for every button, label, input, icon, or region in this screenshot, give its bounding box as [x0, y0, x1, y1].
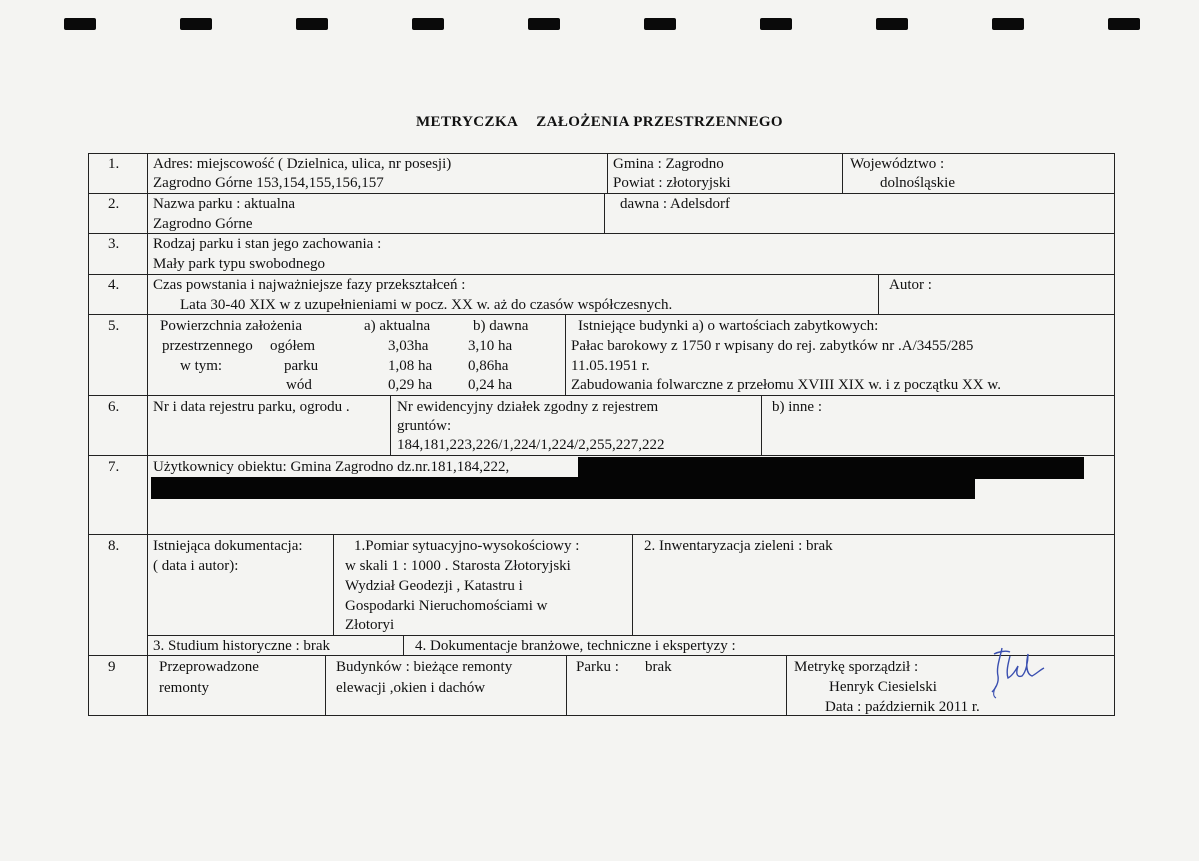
area-former-header: b) dawna	[473, 318, 529, 334]
survey-line-3: Wydział Geodezji , Katastru i	[345, 578, 523, 594]
plot-numbers-label-2: gruntów:	[397, 418, 452, 434]
buildings-line-4: Zabudowania folwarczne z przełomu XVIII XIX w. i z początku XX w.	[571, 377, 1001, 393]
redaction-bar	[151, 477, 975, 499]
document-title	[0, 114, 1199, 131]
area-current-total: 3,03ha	[388, 338, 429, 354]
author-label: Autor :	[889, 277, 932, 293]
park-type-label: Rodzaj parku i stan jego zachowania :	[153, 236, 382, 252]
other-label: b) inne :	[772, 399, 822, 415]
table-rule	[878, 274, 879, 314]
park-renovation-value: brak	[645, 659, 672, 675]
row-number: 8.	[108, 538, 120, 554]
area-former-park: 0,86ha	[468, 358, 509, 374]
voivodeship-label: Województwo :	[850, 156, 945, 172]
table-rule	[88, 455, 1115, 456]
row-number: 4.	[108, 277, 120, 293]
park-name-value: Zagrodno Górne	[153, 216, 253, 232]
history-value: Lata 30-40 XIX w z uzupełnieniami w pocz. XX w. aż do czasów współczesnych.	[180, 297, 673, 313]
punch-mark	[992, 18, 1024, 30]
table-rule	[565, 314, 566, 395]
gmina-text: Gmina : Zagrodno	[613, 156, 724, 172]
voivodeship-value: dolnośląskie	[880, 175, 955, 191]
table-rule	[786, 655, 787, 715]
area-current-park: 1,08 ha	[388, 358, 433, 374]
punch-mark	[876, 18, 908, 30]
buildings-label: Istniejące budynki a) o wartościach zabytkowych:	[578, 318, 879, 334]
survey-line-2: w skali 1 : 1000 . Starosta Złotoryjski	[345, 558, 571, 574]
table-rule	[147, 153, 148, 716]
prepared-by-name: Henryk Ciesielski	[829, 679, 937, 695]
row-number: 1.	[108, 156, 120, 172]
users-text: Użytkownicy obiektu: Gmina Zagrodno dz.nr.181,184,222,	[153, 459, 510, 475]
table-rule	[88, 153, 89, 716]
buildings-renovation-2: elewacji ,okien i dachów	[336, 680, 486, 696]
historical-study: 3. Studium historyczne : brak	[153, 638, 331, 654]
plot-numbers-value: 184,181,223,226/1,224/1,224/2,255,227,222	[397, 437, 665, 453]
area-of-which-label: w tym:	[180, 358, 223, 374]
punch-mark	[528, 18, 560, 30]
register-label: Nr i data rejestru parku, ogrodu .	[153, 399, 350, 415]
title-part-2: ZAŁOŻENIA PRZESTRZENNEGO	[536, 114, 783, 130]
area-label-2: przestrzennego	[162, 338, 253, 354]
prepared-by-label: Metrykę sporządził :	[794, 659, 919, 675]
punch-mark	[412, 18, 444, 30]
buildings-renovation: Budynków : bieżące remonty	[336, 659, 513, 675]
table-rule	[333, 534, 334, 635]
survey-line-5: Złotoryi	[345, 617, 395, 633]
row-number: 2.	[108, 196, 120, 212]
renovations-label-2: remonty	[159, 680, 209, 696]
redaction-bar	[578, 457, 1084, 479]
survey-line-1: 1.Pomiar sytuacyjno-wysokościowy :	[354, 538, 580, 554]
table-rule	[1114, 153, 1115, 716]
park-renovation-label: Parku :	[576, 659, 619, 675]
technical-docs: 4. Dokumentacje branżowe, techniczne i ekspertyzy :	[415, 638, 736, 654]
punch-mark	[1108, 18, 1140, 30]
table-rule	[325, 655, 326, 715]
title-part-1: METRYCZKA	[416, 114, 519, 130]
history-label: Czas powstania i najważniejsze fazy przekształceń :	[153, 277, 466, 293]
survey-line-4: Gospodarki Nieruchomościami w	[345, 598, 548, 614]
row-number: 6.	[108, 399, 120, 415]
punch-mark	[644, 18, 676, 30]
row-number: 3.	[108, 236, 120, 252]
punch-mark	[296, 18, 328, 30]
table-rule	[88, 395, 1115, 396]
row-number: 5.	[108, 318, 120, 334]
table-rule	[761, 395, 762, 455]
punch-mark	[760, 18, 792, 30]
renovations-label: Przeprowadzone	[159, 659, 259, 675]
area-current-water: 0,29 ha	[388, 377, 433, 393]
punch-mark	[180, 18, 212, 30]
area-current-header: a) aktualna	[364, 318, 431, 334]
area-former-total: 3,10 ha	[468, 338, 513, 354]
greenery-inventory: 2. Inwentaryzacja zieleni : brak	[644, 538, 833, 554]
table-rule	[604, 193, 605, 233]
documentation-label-2: ( data i autor):	[153, 558, 239, 574]
powiat-text: Powiat : złotoryjski	[613, 175, 731, 191]
table-rule	[632, 534, 633, 635]
area-park-label: parku	[284, 358, 319, 374]
park-name-label: Nazwa parku : aktualna	[153, 196, 296, 212]
address-value: Zagrodno Górne 153,154,155,156,157	[153, 175, 384, 191]
former-name: dawna : Adelsdorf	[620, 196, 730, 212]
table-rule	[842, 153, 843, 193]
address-label: Adres: miejscowość ( Dzielnica, ulica, nr posesji)	[153, 156, 452, 172]
area-former-water: 0,24 ha	[468, 377, 513, 393]
table-rule	[88, 534, 1115, 535]
park-type-value: Mały park typu swobodnego	[153, 256, 326, 272]
punch-mark	[64, 18, 96, 30]
area-label-1: Powierzchnia założenia	[160, 318, 303, 334]
table-rule	[390, 395, 391, 455]
row-number: 9	[108, 659, 116, 675]
signature	[988, 642, 1048, 702]
prepared-date: Data : październik 2011 r.	[825, 699, 980, 715]
row-number: 7.	[108, 459, 120, 475]
table-rule	[403, 635, 404, 655]
table-rule	[607, 153, 608, 193]
area-total-label: ogółem	[270, 338, 315, 354]
table-rule	[566, 655, 567, 715]
buildings-line-3: 11.05.1951 r.	[571, 358, 650, 374]
area-water-label: wód	[286, 377, 312, 393]
documentation-label: Istniejąca dokumentacja:	[153, 538, 303, 554]
buildings-line-2: Pałac barokowy z 1750 r wpisany do rej. zabytków nr .A/3455/285	[571, 338, 974, 354]
plot-numbers-label: Nr ewidencyjny działek zgodny z rejestrem	[397, 399, 659, 415]
